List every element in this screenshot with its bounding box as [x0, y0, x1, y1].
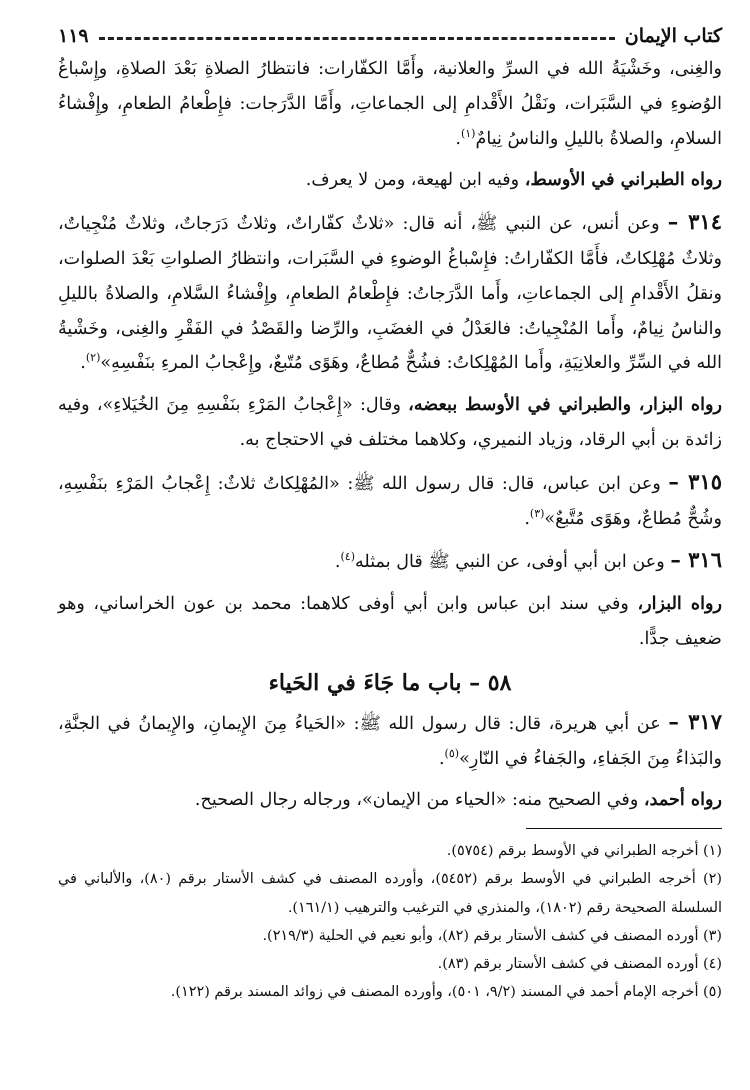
source-rest: وفيه ابن لهيعة، ومن لا يعرف.	[305, 170, 520, 191]
source-note-2	[58, 388, 722, 458]
hadith-text: والغِنى، وخَشْيَةُ الله في السرِّ والعلانية، وأَمَّا الكفّارات: فانتظارُ الصلاةِ بَعْدَ الصلاةِ، وإِسْباغُ الوُضوءِ في السَّبَرات، ونَقْلُ الأَقْدامِ إلى الجماعاتِ، وأَمَّا الدَّرَجات: فإِطْعامُ الطعامِ، وإِفْشاءُ السلامِ، والصلاةُ بالليلِ والناسُ نِيامٌ	[58, 59, 722, 149]
hadith-313-continuation	[58, 52, 722, 156]
period: .	[80, 353, 86, 374]
hadith-314	[58, 205, 722, 381]
source-note-3	[58, 587, 722, 657]
hadith-number: ٣١٧ –	[668, 708, 722, 734]
footnote-ref-2: (٢)	[85, 351, 101, 365]
hadith-text: عن أبي هريرة، قال: قال رسول الله ﷺ: «الحَياءُ مِنَ الإِيمانِ، والإِيمانُ في الجنَّةِ، والبَذاءُ مِنَ الجَفاءِ، والجَفاءُ في النّارِ»	[58, 713, 722, 769]
hadith-text: وعن أنس، عن النبي ﷺ، أنه قال: «ثلاثٌ كفّاراتٌ، وثلاثٌ دَرَجاتٌ، وثلاثٌ مُنْجِياتٌ، وثلاثٌ مُهْلِكاتٌ، فأَمَّا الكفّاراتُ: فإِسْباغُ الوضوءِ في السَّبَرات، وانتظارُ الصلواتِ بَعْدَ الصلوات، ونقلُ الأَقْدامِ إلى الجماعاتِ، وأَما الدَّرَجاتُ: فإِطْعامُ الطعامِ، وإِفْشاءُ السَّلامِ، والصلاةُ بالليلِ والناسُ نِيامٌ، وأَما المُنْجِياتُ: فالعَدْلُ في الغضَبِ، والرِّضا والقَصْدُ في الفَقْرِ والغِنى، وخَشْيةُ الله في السِّرِّ والعلانِيَةِ، وأَما المُهْلِكاتُ: فشُحٌّ مُطاعٌ، وهَوًى مُتّبعٌ، وإِعْجابُ المرءِ بنَفْسِهِ»	[58, 214, 722, 374]
footnotes	[58, 837, 722, 1006]
source-rest: وقال: «إِعْجابُ المَرْءِ بنَفْسِهِ مِنَ الخُيَلاءِ»، وفيه زائدة بن أبي الرقاد، وزياد النميري، وكلاهما مختلف في الاحتجاج به.	[58, 395, 722, 450]
hadith-316	[58, 543, 722, 580]
footnote-5: (٥) أخرجه الإمام أحمد في المسند (٩/٢، ٥٠١)، وأورده المصنف في زوائد المسند برقم (١٢٢).	[170, 984, 722, 1001]
book-title: كتاب الإيمان	[624, 25, 722, 47]
hadith-number: ٣١٦ –	[670, 547, 722, 573]
hadith-317	[58, 705, 722, 777]
footnote-1: (١) أخرجه الطبراني في الأوسط برقم (٥٧٥٤).	[446, 843, 722, 860]
chapter-heading: ٥٨ – باب ما جَاءَ في الحَياء	[268, 669, 512, 696]
footnote-ref-5: (٥)	[444, 746, 460, 760]
period: .	[334, 552, 341, 573]
footnote-ref-4: (٤)	[340, 550, 355, 564]
hadith-315	[58, 465, 722, 537]
footnote-3: (٣) أورده المصنف في كشف الأستار برقم (٨٢)، وأبو نعيم في الحلية (٢١٩/٣).	[262, 927, 722, 944]
source-lead: رواه البزار، والطبراني في الأوسط ببعضه،	[408, 394, 722, 416]
period: .	[455, 128, 461, 149]
page	[58, 22, 722, 1072]
page-number: ١١٩	[58, 25, 89, 47]
footnote-ref-3: (٣)	[529, 506, 545, 520]
source-lead: رواه البزار،	[637, 593, 722, 615]
period: .	[438, 748, 445, 769]
hadith-text: وعن ابن أبي أوفى، عن النبي ﷺ قال بمثله	[354, 552, 665, 573]
source-lead: رواه أحمد،	[643, 789, 722, 811]
hadith-text: وعن ابن عباس، قال: قال رسول الله ﷺ: «المُهْلِكاتُ ثلاثٌ: إِعْجابُ المَرْءِ بنَفْسِهِ، وشُحٌّ مُطاعٌ، وهَوًى مُتَّبعٌ»	[58, 473, 722, 529]
period: .	[524, 508, 530, 529]
source-lead: رواه الطبراني في الأوسط،	[524, 169, 722, 191]
header-rule	[99, 37, 615, 40]
running-header	[58, 22, 722, 50]
source-rest: وفي الصحيح منه: «الحياء من الإيمان»، ورجاله رجال الصحيح.	[194, 790, 639, 811]
source-note-1	[58, 163, 722, 198]
footnote-separator	[526, 828, 722, 829]
footnote-2: (٢) أخرجه الطبراني في الأوسط برقم (٥٤٥٢)، وأورده المصنف في كشف الأستار برقم (٨٠)، والألباني في السلسلة الصحيحة رقم (١٨٠٢)، والمنذري في الترغيب والترهيب (١٦١/١).	[58, 871, 722, 916]
footnote-4: (٤) أورده المصنف في كشف الأستار برقم (٨٣).	[437, 955, 722, 972]
footnote-ref-1: (١)	[460, 126, 476, 140]
hadith-number: ٣١٤ –	[667, 209, 722, 235]
hadith-number: ٣١٥ –	[668, 468, 723, 494]
source-rest: وفي سند ابن عباس وابن أبي أوفى كلاهما: محمد بن عون الخراساني، وهو ضعيف جدًّا.	[58, 594, 722, 649]
source-note-4	[58, 783, 722, 818]
